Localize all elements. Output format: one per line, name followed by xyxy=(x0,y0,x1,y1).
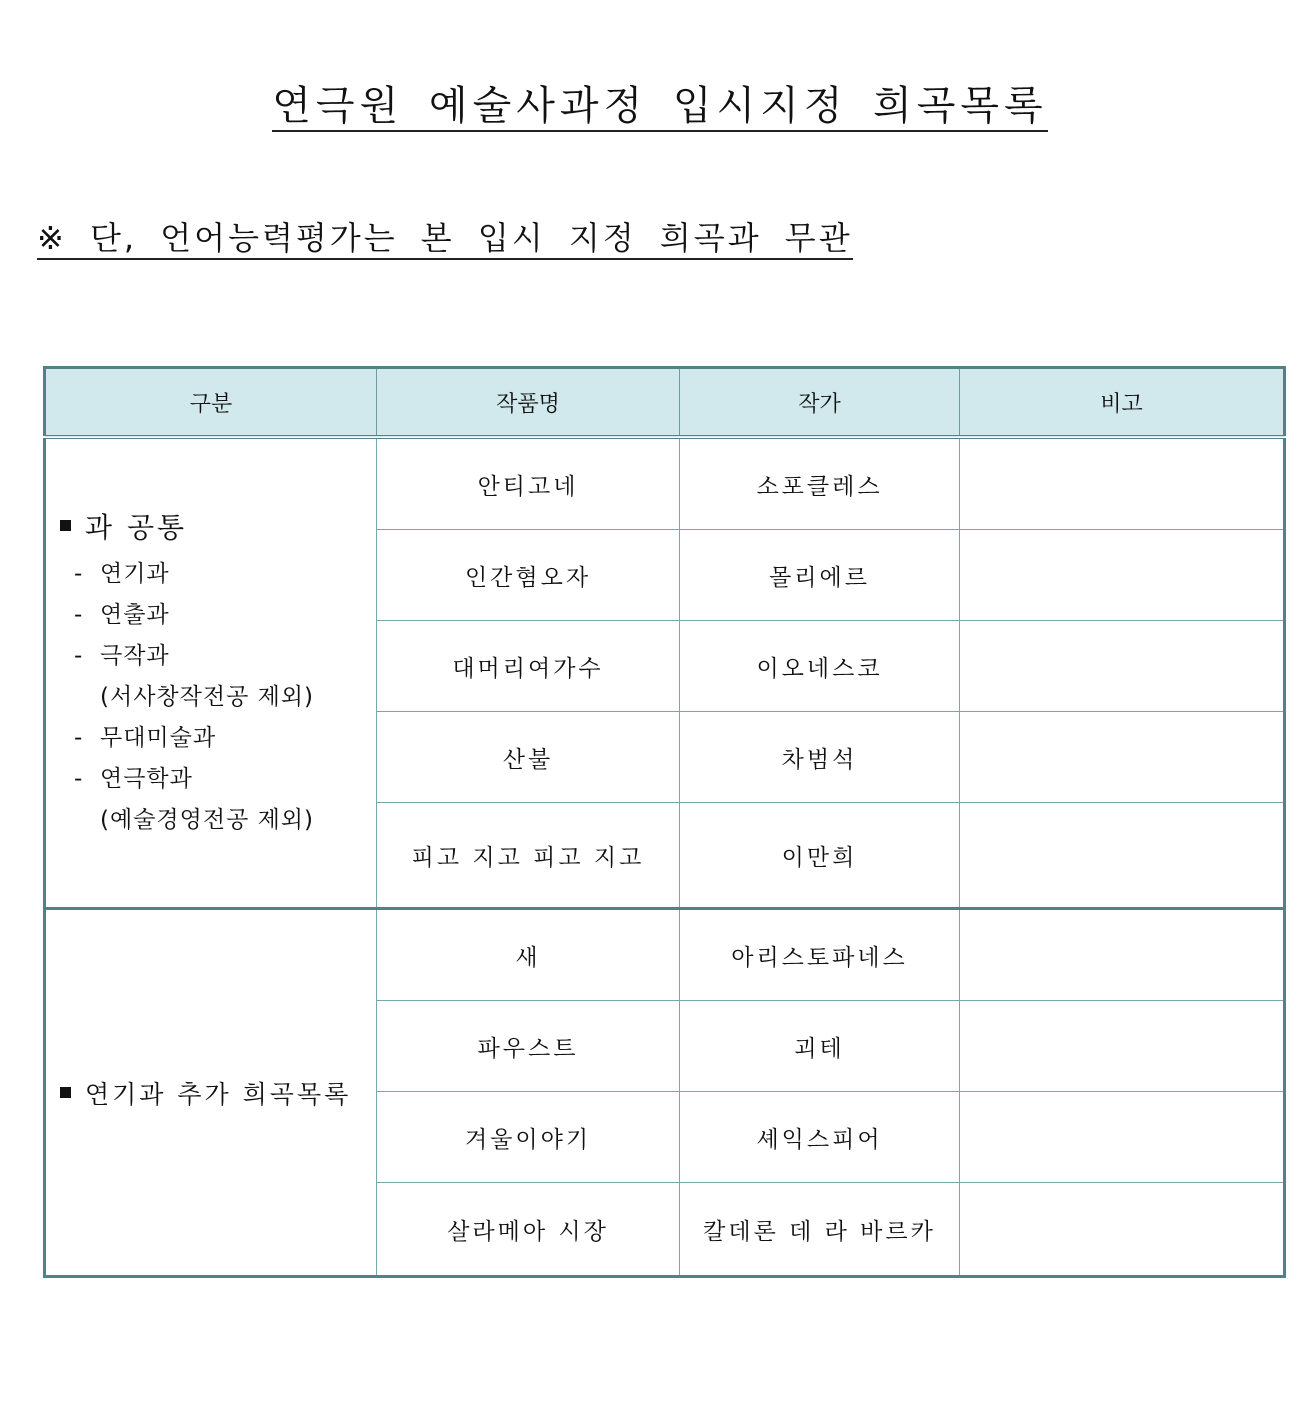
category-heading xyxy=(60,506,376,546)
remark-cell xyxy=(960,803,1285,909)
play-list-table xyxy=(43,366,1286,1278)
remark-cell xyxy=(960,1001,1285,1092)
table-row xyxy=(45,909,1285,1001)
remark-cell xyxy=(960,909,1285,1001)
department-note: (서사창작전공 제외) xyxy=(100,683,315,710)
department-item: - 연출과 xyxy=(74,601,170,628)
remark-cell xyxy=(960,621,1285,712)
author-cell: 이오네스코 xyxy=(680,621,960,712)
square-bullet-icon xyxy=(60,1087,71,1098)
table-row xyxy=(45,437,1285,530)
header-work-title: 작품명 xyxy=(377,368,680,438)
work-title-cell: 대머리여가수 xyxy=(377,621,680,712)
remark-cell xyxy=(960,1092,1285,1183)
author-cell: 아리스토파네스 xyxy=(680,909,960,1001)
square-bullet-icon xyxy=(60,520,71,531)
author-cell: 칼데론 데 라 바르카 xyxy=(680,1183,960,1277)
category-cell-acting xyxy=(45,909,377,1277)
header-remark: 비고 xyxy=(960,368,1285,438)
author-cell: 괴테 xyxy=(680,1001,960,1092)
author-cell: 이만희 xyxy=(680,803,960,909)
category-heading xyxy=(60,1075,376,1111)
author-cell: 몰리에르 xyxy=(680,530,960,621)
page-title xyxy=(0,83,1290,132)
category-title: 연기과 추가 희곡목록 xyxy=(85,1079,352,1109)
category-cell-common xyxy=(45,437,377,909)
author-cell: 소포클레스 xyxy=(680,437,960,530)
author-cell: 차범석 xyxy=(680,712,960,803)
remark-cell xyxy=(960,530,1285,621)
department-item: - 연극학과 xyxy=(74,765,193,792)
author-cell: 셰익스피어 xyxy=(680,1092,960,1183)
category-title: 과 공통 xyxy=(85,510,188,544)
work-title-cell: 겨울이야기 xyxy=(377,1092,680,1183)
work-title-cell: 인간혐오자 xyxy=(377,530,680,621)
remark-cell xyxy=(960,712,1285,803)
work-title-cell: 안티고네 xyxy=(377,437,680,530)
header-category: 구분 xyxy=(45,368,377,438)
work-title-cell: 새 xyxy=(377,909,680,1001)
work-title-cell: 산불 xyxy=(377,712,680,803)
table-header-row xyxy=(45,368,1285,438)
remark-cell xyxy=(960,437,1285,530)
page-title-text: 연극원 예술사과정 입시지정 희곡목록 xyxy=(272,86,1047,132)
work-title-cell: 파우스트 xyxy=(377,1001,680,1092)
department-item: - 연기과 xyxy=(74,560,170,587)
department-item: - 극작과 xyxy=(74,642,170,669)
department-note: (예술경영전공 제외) xyxy=(100,806,315,833)
work-title-cell: 살라메아 시장 xyxy=(377,1183,680,1277)
work-title-cell: 피고 지고 피고 지고 xyxy=(377,803,680,909)
department-item: - 무대미술과 xyxy=(74,724,217,751)
header-author: 작가 xyxy=(680,368,960,438)
notice-line: ※ 단, 언어능력평가는 본 입시 지정 희곡과 무관 xyxy=(37,222,853,260)
remark-cell xyxy=(960,1183,1285,1277)
